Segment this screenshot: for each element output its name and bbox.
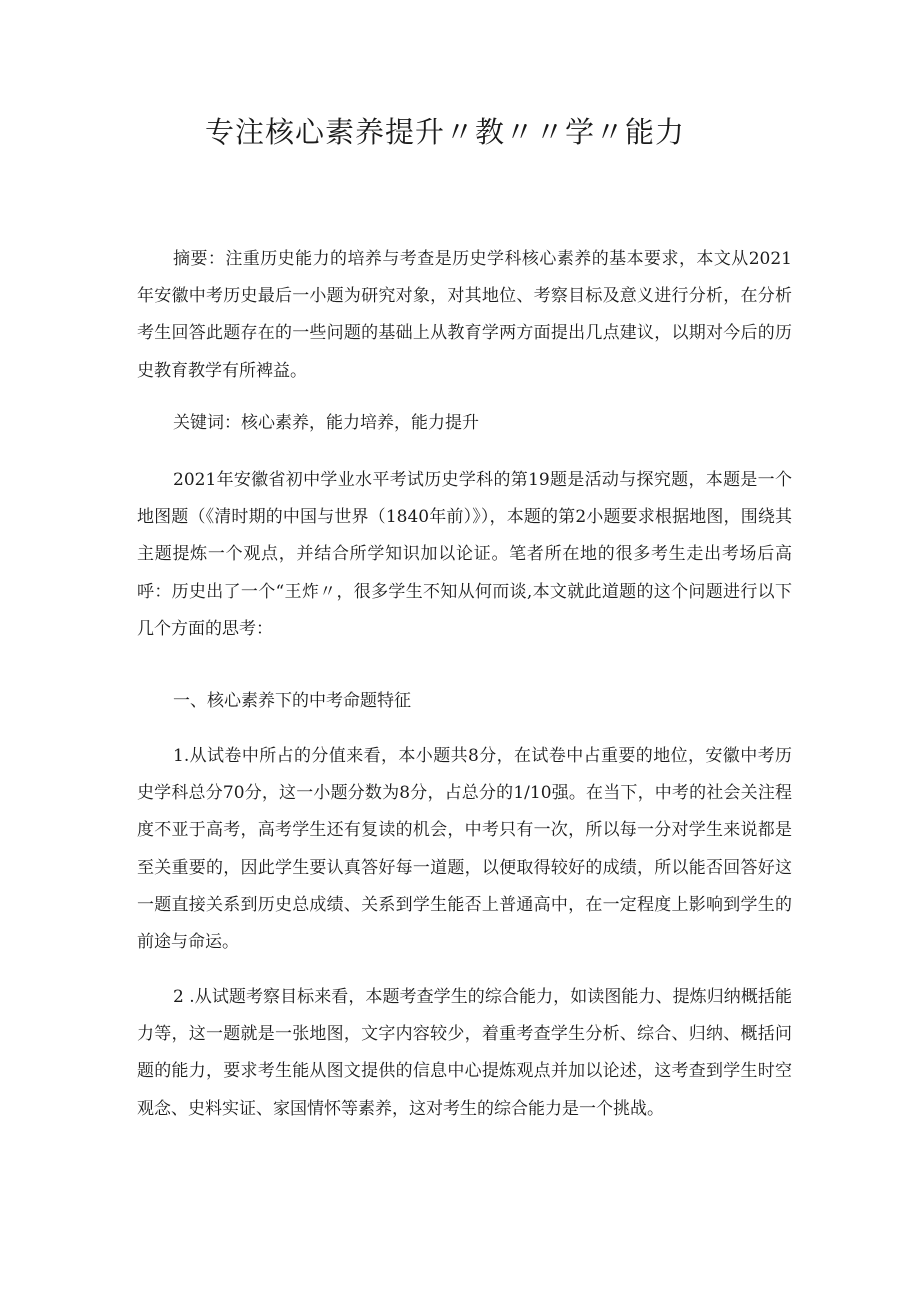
keywords-paragraph: 关键词：核心素养，能力培养，能力提升 (173, 413, 479, 433)
point-2-paragraph: 2 .从试题考察目标来看，本题考查学生的综合能力，如读图能力、提炼归纳概括能力等，这一题就是一张地图，文字内容较少，着重考查学生分析、综合、归纳、概括问题的能力，要求考生能从图文提供的信息中心提炼观点并加以论述，这考查到学生时空观念、史料实证、家国情怀等素养，这对考生的综合能力是一个挑战。 (137, 987, 792, 1119)
document-title: 专注核心素养提升〃教〃〃学〃能力 (205, 115, 686, 149)
abstract-paragraph: 摘要：注重历史能力的培养与考查是历史学科核心素养的基本要求，本文从2021年安徽中考历史最后一小题为研究对象，对其地位、考察目标及意义进行分析，在分析考生回答此题存在的一些问题的基础上从教育学两方面提出几点建议，以期对今后的历史教育教学有所裨益。 (137, 249, 792, 381)
point-1-paragraph: 1.从试卷中所占的分值来看，本小题共8分，在试卷中占重要的地位，安徽中考历史学科总分70分，这一小题分数为8分，占总分的1/10强。在当下，中考的社会关注程度不亚于高考，高考学生还有复读的机会，中考只有一次，所以每一分对学生来说都是至关重要的，因此学生要认真答好每一道题，以便取得较好的成绩，所以能否回答好这一题直接关系到历史总成绩、关系到学生能否上普通高中，在一定程度上影响到学生的前途与命运。 (137, 746, 792, 953)
intro-paragraph: 2021年安徽省初中学业水平考试历史学科的第19题是活动与探究题，本题是一个地图题（《清时期的中国与世界（1840年前）》），本题的第2小题要求根据地图，围绕其主题提炼一个观点，并结合所学知识加以论证。笔者所在地的很多考生走出考场后高呼：历史出了一个“王炸〃，很多学生不知从何而谈,本文就此道题的这个问题进行以下几个方面的思考： (137, 470, 792, 639)
section-heading: 一、核心素养下的中考命题特征 (173, 691, 411, 711)
